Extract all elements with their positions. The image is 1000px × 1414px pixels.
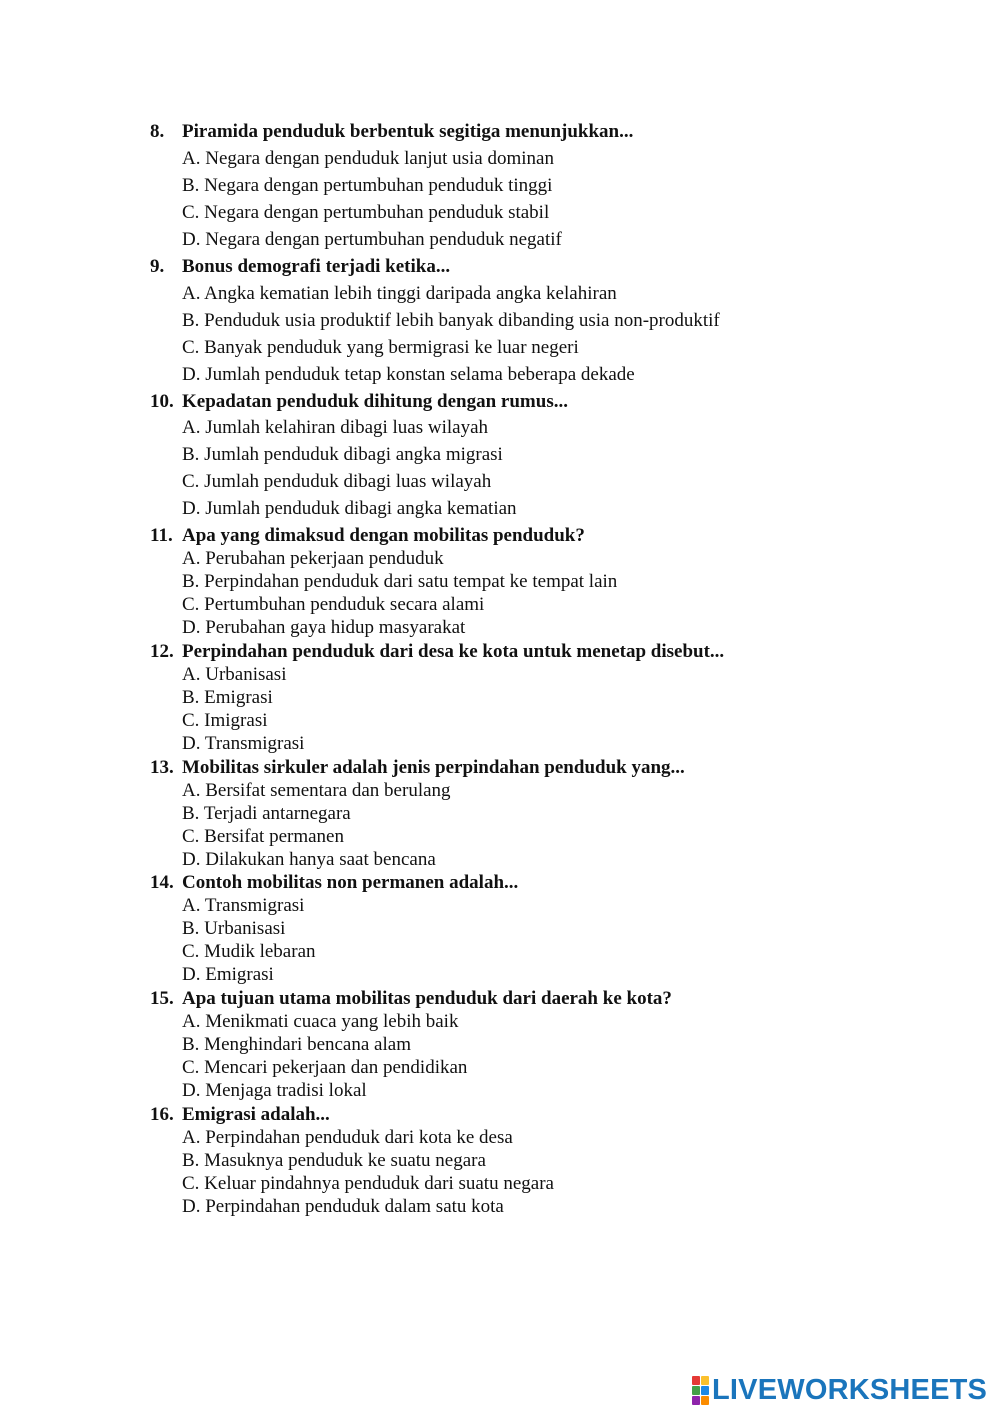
question-8-stem	[150, 121, 633, 143]
option-b: B. Jumlah penduduk dibagi angka migrasi	[182, 444, 503, 465]
question-number: 9.	[150, 256, 165, 277]
question-13-stem	[150, 757, 685, 779]
question-16-stem	[150, 1104, 330, 1126]
option-b: B. Emigrasi	[182, 687, 273, 708]
option-b: B. Negara dengan pertumbuhan penduduk tinggi	[182, 175, 553, 196]
option-a: A. Bersifat sementara dan berulang	[182, 780, 451, 801]
option-b: B. Terjadi antarnegara	[182, 803, 351, 824]
option-c: C. Jumlah penduduk dibagi luas wilayah	[182, 471, 492, 492]
question-number: 16.	[150, 1104, 174, 1125]
option-d: D. Jumlah penduduk tetap konstan selama beberapa dekade	[182, 364, 635, 385]
option-a: A. Angka kematian lebih tinggi daripada angka kelahiran	[182, 283, 617, 304]
option-d: D. Menjaga tradisi lokal	[182, 1080, 367, 1101]
option-b: B. Menghindari bencana alam	[182, 1034, 411, 1055]
option-b: B. Penduduk usia produktif lebih banyak dibanding usia non-produktif	[182, 310, 720, 331]
option-b: B. Masuknya penduduk ke suatu negara	[182, 1150, 486, 1171]
question-11-stem	[150, 525, 585, 547]
question-number: 8.	[150, 121, 165, 142]
option-c: C. Mencari pekerjaan dan pendidikan	[182, 1057, 468, 1078]
question-number: 15.	[150, 988, 174, 1009]
option-c: C. Keluar pindahnya penduduk dari suatu negara	[182, 1173, 554, 1194]
question-text: Contoh mobilitas non permanen adalah...	[182, 872, 519, 893]
option-d: D. Emigrasi	[182, 964, 274, 985]
question-12-stem	[150, 641, 724, 663]
option-a: A. Perpindahan penduduk dari kota ke desa	[182, 1127, 513, 1148]
question-number: 11.	[150, 525, 173, 546]
option-a: A. Transmigrasi	[182, 895, 305, 916]
option-c: C. Negara dengan pertumbuhan penduduk stabil	[182, 202, 550, 223]
question-9-stem	[150, 256, 450, 278]
option-c: C. Imigrasi	[182, 710, 268, 731]
option-d: D. Negara dengan pertumbuhan penduduk negatif	[182, 229, 562, 250]
question-text: Piramida penduduk berbentuk segitiga menunjukkan...	[182, 121, 634, 142]
question-text: Mobilitas sirkuler adalah jenis perpindahan penduduk yang...	[182, 757, 685, 778]
question-14-stem	[150, 872, 518, 894]
option-d: D. Perpindahan penduduk dalam satu kota	[182, 1196, 504, 1217]
option-d: D. Jumlah penduduk dibagi angka kematian	[182, 498, 517, 519]
option-b: B. Urbanisasi	[182, 918, 286, 939]
option-a: A. Urbanisasi	[182, 664, 287, 685]
option-a: A. Perubahan pekerjaan penduduk	[182, 548, 444, 569]
question-text: Apa tujuan utama mobilitas penduduk dari daerah ke kota?	[182, 988, 672, 1009]
question-text: Kepadatan penduduk dihitung dengan rumus...	[182, 391, 568, 412]
option-c: C. Bersifat permanen	[182, 826, 344, 847]
option-d: D. Transmigrasi	[182, 733, 305, 754]
option-c: C. Mudik lebaran	[182, 941, 316, 962]
question-10-stem	[150, 391, 568, 413]
option-c: C. Banyak penduduk yang bermigrasi ke luar negeri	[182, 337, 579, 358]
question-number: 10.	[150, 391, 174, 412]
option-a: A. Negara dengan penduduk lanjut usia dominan	[182, 148, 554, 169]
option-c: C. Pertumbuhan penduduk secara alami	[182, 594, 485, 615]
option-b: B. Perpindahan penduduk dari satu tempat ke tempat lain	[182, 571, 618, 592]
question-text: Bonus demografi terjadi ketika...	[182, 256, 451, 277]
question-text: Perpindahan penduduk dari desa ke kota untuk menetap disebut...	[182, 641, 725, 662]
question-number: 12.	[150, 641, 174, 662]
question-number: 14.	[150, 872, 174, 893]
question-15-stem	[150, 988, 672, 1010]
question-text: Emigrasi adalah...	[182, 1104, 330, 1125]
question-text: Apa yang dimaksud dengan mobilitas penduduk?	[182, 525, 585, 546]
option-a: A. Jumlah kelahiran dibagi luas wilayah	[182, 417, 489, 438]
liveworksheets-brand	[692, 1375, 987, 1405]
question-number: 13.	[150, 757, 174, 778]
option-a: A. Menikmati cuaca yang lebih baik	[182, 1011, 459, 1032]
brand-name: LIVEWORKSHEETS	[712, 1374, 988, 1406]
liveworksheets-logo-icon	[692, 1376, 709, 1405]
option-d: D. Perubahan gaya hidup masyarakat	[182, 617, 466, 638]
option-d: D. Dilakukan hanya saat bencana	[182, 849, 436, 870]
